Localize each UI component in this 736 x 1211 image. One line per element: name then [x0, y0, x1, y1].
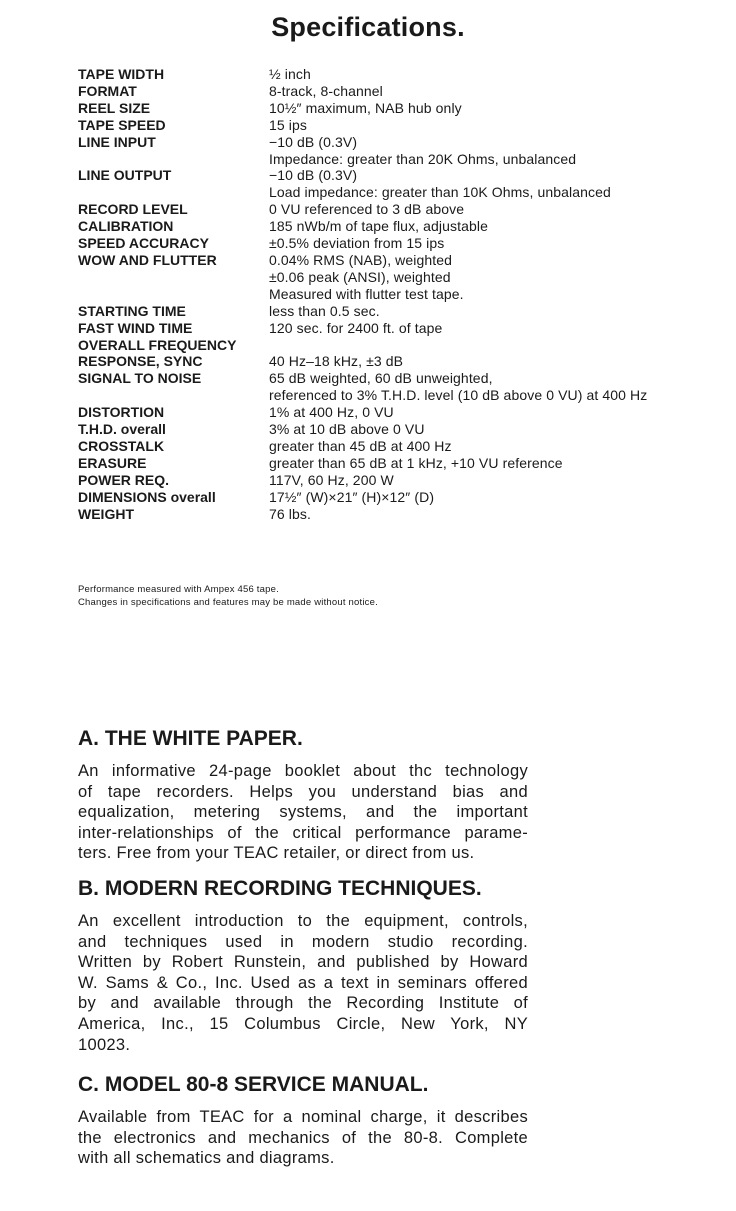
spec-values: [269, 201, 718, 218]
spec-values: [269, 252, 718, 303]
spec-values: [269, 506, 718, 523]
specifications-table: [78, 66, 718, 522]
body-line: W. Sams & Co., Inc. Used as a text in seminars offered: [78, 973, 528, 992]
spec-row: [78, 353, 718, 370]
spec-label: LINE INPUT: [78, 133, 156, 150]
spec-label: WEIGHT: [78, 505, 134, 522]
spec-value: 17½″ (W)×21″ (H)×12″ (D): [269, 488, 435, 505]
spec-values: [269, 455, 718, 472]
spec-value: Measured with flutter test tape.: [269, 285, 464, 302]
spec-label: RECORD LEVEL: [78, 201, 188, 218]
spec-values: [269, 167, 718, 201]
body-line: Written by Robert Runstein, and published by Howard: [78, 953, 528, 972]
body-line: and techniques used in modern studio recording.: [78, 932, 528, 951]
spec-values: [269, 235, 718, 252]
spec-row: [78, 337, 718, 354]
spec-label: CROSSTALK: [78, 437, 165, 454]
spec-label: FAST WIND TIME: [78, 319, 193, 336]
spec-row: [78, 252, 718, 303]
section-service-manual: [78, 1073, 528, 1169]
spec-label: SIGNAL TO NOISE: [78, 370, 202, 387]
spec-row: [78, 134, 718, 168]
spec-values: [269, 421, 718, 438]
spec-label: TAPE WIDTH: [78, 66, 165, 82]
spec-value: 76 lbs.: [269, 505, 311, 522]
body-line: An informative 24-page booklet about thc technology: [78, 762, 528, 780]
spec-row: [78, 83, 718, 100]
spec-value: 8-track, 8-channel: [269, 82, 383, 99]
body-line: the electronics and mechanics of the 80-8. Complete: [78, 1128, 528, 1147]
spec-values: [269, 320, 718, 337]
spec-values: [269, 303, 718, 320]
spec-value: 65 dB weighted, 60 dB unweighted,: [269, 370, 493, 387]
body-line: equalization, metering systems, and the important: [78, 803, 528, 822]
section-heading: A. THE WHITE PAPER.: [78, 727, 303, 750]
spec-value: 0.04% RMS (NAB), weighted: [269, 251, 453, 268]
spec-label: ERASURE: [78, 454, 147, 471]
spec-row: [78, 370, 718, 404]
section-heading: C. MODEL 80-8 SERVICE MANUAL.: [78, 1073, 429, 1096]
body-line: ters. Free from your TEAC retailer, or direct from us.: [78, 844, 475, 863]
body-line: inter-relationships of the critical performance parame-: [78, 823, 528, 842]
body-line: America, Inc., 15 Columbus Circle, New York, NY: [78, 1014, 528, 1033]
spec-label: RESPONSE, SYNC: [78, 353, 203, 370]
spec-label: TAPE SPEED: [78, 116, 166, 133]
spec-row: [78, 489, 718, 506]
page-title: Specifications.: [271, 12, 465, 42]
spec-label: DISTORTION: [78, 404, 165, 421]
spec-values: [269, 83, 718, 100]
spec-values: [269, 218, 718, 235]
spec-value: [269, 337, 718, 354]
spec-label: FORMAT: [78, 82, 137, 99]
spec-row: [78, 303, 718, 320]
spec-row: [78, 404, 718, 421]
body-line: by and available through the Recording Institute of: [78, 994, 528, 1013]
spec-row: [78, 421, 718, 438]
section-white-paper: [78, 727, 528, 864]
spec-values: [269, 472, 718, 489]
section-body: [78, 761, 528, 864]
spec-value: Impedance: greater than 20K Ohms, unbalanced: [269, 150, 577, 167]
body-line: with all schematics and diagrams.: [78, 1149, 335, 1168]
spec-values: [269, 100, 718, 117]
spec-label: OVERALL FREQUENCY: [78, 336, 237, 353]
spec-value: greater than 65 dB at 1 kHz, +10 VU reference: [269, 454, 563, 471]
body-line: 10023.: [78, 1035, 131, 1054]
spec-row: [78, 320, 718, 337]
spec-value: 40 Hz–18 kHz, ±3 dB: [269, 353, 404, 370]
spec-values: [269, 438, 718, 455]
spec-value: ±0.5% deviation from 15 ips: [269, 235, 445, 252]
spec-value: less than 0.5 sec.: [269, 302, 380, 319]
spec-label: LINE OUTPUT: [78, 167, 172, 184]
section-body: [78, 1107, 528, 1169]
spec-values: [269, 404, 718, 421]
spec-value: referenced to 3% T.H.D. level (10 dB above 0 VU) at 400 Hz: [269, 387, 648, 404]
spec-label: CALIBRATION: [78, 218, 174, 235]
spec-value: 0 VU referenced to 3 dB above: [269, 201, 465, 218]
spec-value: −10 dB (0.3V): [269, 133, 358, 150]
spec-row: [78, 506, 718, 523]
spec-row: [78, 167, 718, 201]
spec-row: [78, 438, 718, 455]
section-modern-recording: [78, 877, 528, 1055]
spec-value: 3% at 10 dB above 0 VU: [269, 421, 425, 438]
spec-label: SPEED ACCURACY: [78, 235, 209, 252]
spec-value: 15 ips: [269, 116, 307, 133]
spec-value: 1% at 400 Hz, 0 VU: [269, 404, 394, 421]
spec-value: greater than 45 dB at 400 Hz: [269, 437, 452, 454]
footnote: Changes in specifications and features may be made without notice.: [78, 596, 378, 608]
spec-label: DIMENSIONS overall: [78, 488, 216, 505]
spec-value: Load impedance: greater than 10K Ohms, unbalanced: [269, 184, 611, 201]
footnote: Performance measured with Ampex 456 tape.: [78, 584, 279, 595]
spec-values: [269, 134, 718, 168]
spec-label: T.H.D. overall: [78, 421, 166, 438]
body-line: of tape recorders. Helps you understand bias and: [78, 782, 528, 801]
spec-row: [78, 455, 718, 472]
spec-row: [78, 235, 718, 252]
spec-value: 117V, 60 Hz, 200 W: [269, 471, 394, 488]
spec-value: −10 dB (0.3V): [269, 167, 358, 184]
section-heading: B. MODERN RECORDING TECHNIQUES.: [78, 877, 482, 900]
spec-label: WOW AND FLUTTER: [78, 251, 217, 268]
spec-values: [269, 117, 718, 134]
spec-label: POWER REQ.: [78, 471, 170, 488]
spec-value: ±0.06 peak (ANSI), weighted: [269, 268, 451, 285]
spec-values: [269, 337, 718, 354]
spec-value: 10½″ maximum, NAB hub only: [269, 99, 462, 116]
spec-row: [78, 66, 718, 83]
body-line: Available from TEAC for a nominal charge, it describes: [78, 1108, 528, 1126]
spec-row: [78, 201, 718, 218]
body-line: An excellent introduction to the equipment, controls,: [78, 912, 528, 930]
spec-value: 120 sec. for 2400 ft. of tape: [269, 319, 443, 336]
spec-label: REEL SIZE: [78, 99, 151, 116]
spec-values: [269, 370, 718, 404]
section-body: [78, 911, 528, 1055]
spec-label: STARTING TIME: [78, 302, 186, 319]
spec-row: [78, 117, 718, 134]
footnotes: [78, 584, 378, 609]
spec-row: [78, 218, 718, 235]
spec-row: [78, 100, 718, 117]
spec-values: [269, 353, 718, 370]
spec-values: [269, 489, 718, 506]
spec-value: 185 nWb/m of tape flux, adjustable: [269, 218, 488, 235]
spec-values: [269, 66, 718, 83]
spec-value: ½ inch: [269, 66, 311, 82]
spec-row: [78, 472, 718, 489]
